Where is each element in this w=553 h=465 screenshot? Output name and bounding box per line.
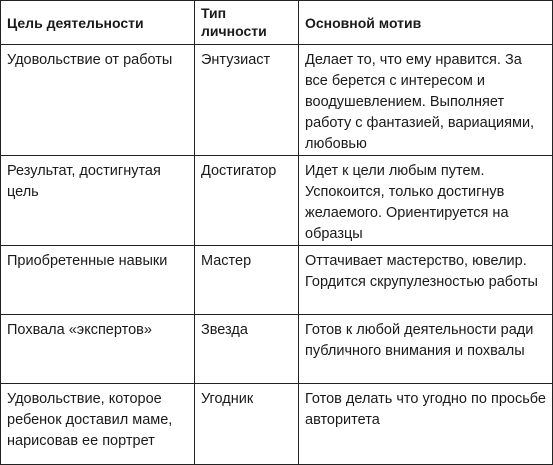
type-cell: Звезда (195, 315, 299, 384)
table-row (1, 315, 553, 384)
table-row (1, 246, 553, 315)
goal-cell: Удовольствие, которое ребенок доставил маме, нарисовав ее портрет (1, 384, 195, 465)
motive-cell: Оттачивает мастерство, ювелир. Гордится скрупулезностью работы (299, 246, 553, 315)
header-motive: Основной мотив (299, 1, 553, 45)
motive-cell: Делает то, что ему нравится. За все берется с интересом и воодушевлением. Выполняет работу с фантазией, вариациями, любовью (299, 45, 553, 156)
goal-cell: Результат, достигнутая цель (1, 156, 195, 246)
type-cell: Угодник (195, 384, 299, 465)
motive-cell: Идет к цели любым путем. Успокоится, только достигнув желаемого. Ориентируется на образцы (299, 156, 553, 246)
goal-cell: Приобретенные навыки (1, 246, 195, 315)
type-cell: Мастер (195, 246, 299, 315)
table-row (1, 45, 553, 156)
motive-cell: Готов к любой деятельности ради публичного внимания и похвалы (299, 315, 553, 384)
header-row (1, 1, 553, 45)
header-type: Тип личности (195, 1, 299, 45)
table-row (1, 156, 553, 246)
table-row (1, 384, 553, 465)
type-cell: Энтузиаст (195, 45, 299, 156)
type-cell: Достигатор (195, 156, 299, 246)
motive-cell: Готов делать что угодно по просьбе авторитета (299, 384, 553, 465)
goal-cell: Похвала «экспертов» (1, 315, 195, 384)
goal-cell: Удовольствие от работы (1, 45, 195, 156)
header-goal: Цель деятельности (1, 1, 195, 45)
